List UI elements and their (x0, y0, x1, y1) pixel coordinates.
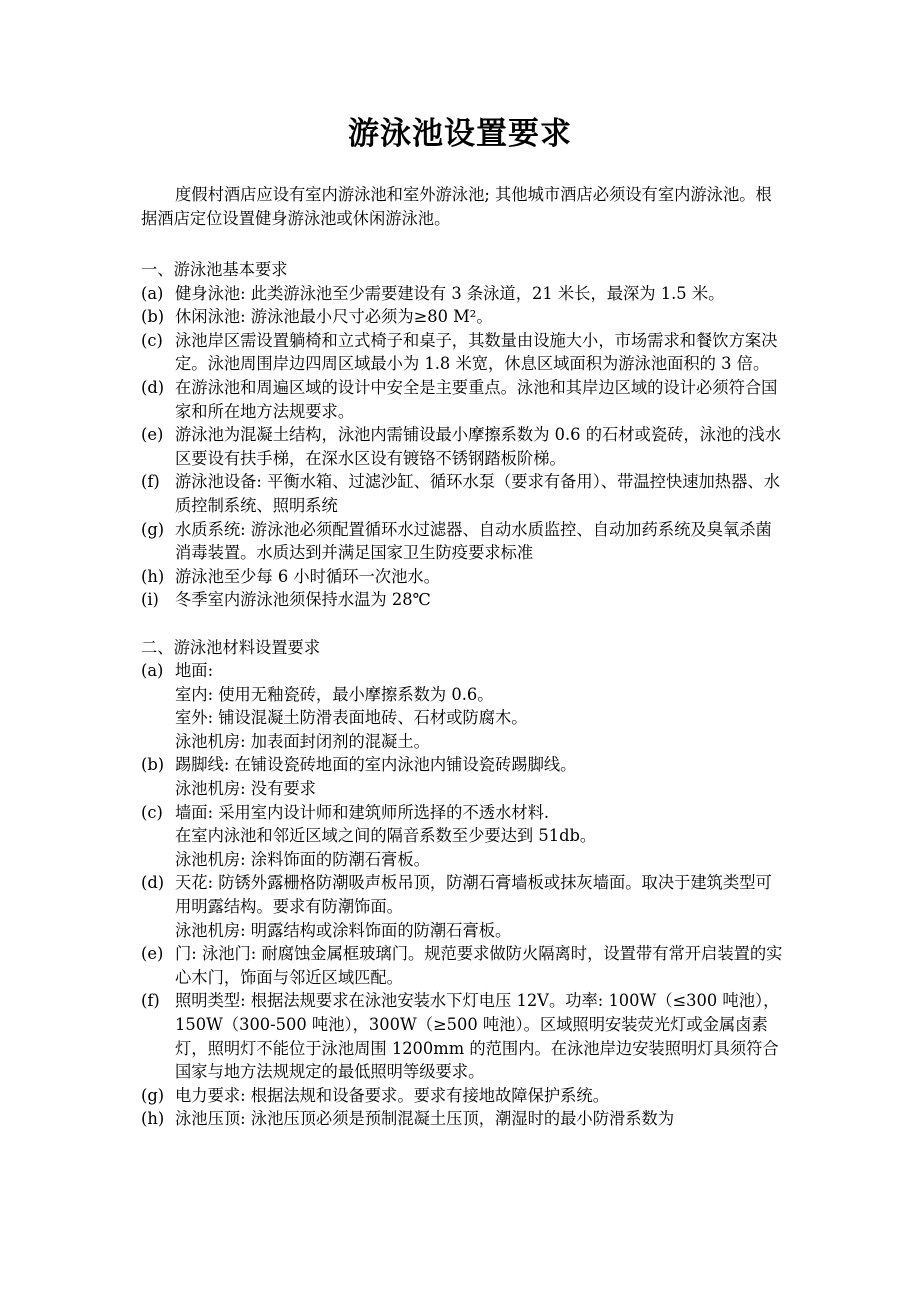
item-marker: (b) (141, 755, 165, 775)
item-marker: (a) (141, 283, 164, 303)
item-marker: (b) (141, 307, 165, 327)
item-marker: (d) (141, 377, 165, 397)
list-item-lighting (141, 989, 786, 1083)
item-text: 游泳池为混凝土结构，泳池内需铺设最小摩擦系数为 0.6 的石材或瓷砖，泳池的浅水区要设有扶手梯，在深水区设有镀铬不锈钢踏板阶梯。 (175, 425, 782, 468)
item-marker: (g) (141, 519, 165, 539)
list-item-floor (141, 659, 786, 683)
list-item (141, 565, 786, 589)
item-text: 泳池岸区需设置躺椅和立式椅子和桌子，其数量由设施大小，市场需求和餐饮方案决定。泳池周围岸边四周区域最小为 1.8 米宽，休息区域面积为游泳池面积的 3 倍。 (175, 330, 778, 374)
item-marker: (h) (141, 566, 165, 586)
item-text: 踢脚线: 在铺设瓷砖地面的室内泳池内铺设瓷砖踢脚线。 (175, 755, 577, 775)
list-item (141, 305, 786, 329)
item-marker: (e) (141, 425, 164, 445)
item-text: 休闲泳池: 游泳池最小尺寸必须为≥80 M²。 (175, 307, 493, 327)
sub-line: 泳池机房: 明露结构或涂料饰面的防潮石膏板。 (175, 920, 512, 940)
item-text: 游泳池至少每 6 小时循环一次池水。 (175, 566, 440, 586)
item-marker: (f) (141, 991, 160, 1011)
list-item (141, 518, 786, 565)
item-marker: (c) (141, 802, 163, 822)
item-text: 门: 泳池门: 耐腐蚀金属框玻璃门。规范要求做防火隔离时，设置带有常开启装置的实心木门，饰面与邻近区域匹配。 (175, 944, 783, 987)
list-item (141, 470, 786, 517)
sub-line: 室外: 铺设混凝土防滑表面地砖、石材或防腐木。 (175, 708, 528, 728)
list-item-power (141, 1084, 786, 1108)
item-text: 健身泳池: 此类游泳池至少需要建设有 3 条泳道，21 米长，最深为 1.5 米。 (175, 283, 725, 303)
item-text: 水质系统: 游泳池必须配置循环水过滤器、自动水质监控、自动加药系统及臭氧杀菌消毒装置。水质达到并满足国家卫生防疫要求标准 (175, 519, 772, 563)
item-marker: (d) (141, 873, 165, 893)
item-text: 地面: (175, 661, 214, 681)
item-marker: (e) (141, 944, 164, 964)
item-text: 天花: 防锈外露栅格防潮吸声板吊顶，防潮石膏墙板或抹灰墙面。取决于建筑类型可用明露结构。要求有防潮饰面。 (175, 873, 772, 917)
list-item (141, 588, 786, 612)
item-marker: (f) (141, 472, 160, 492)
list-item-doors (141, 942, 786, 989)
item-marker: (a) (141, 661, 164, 681)
item-text: 游泳池设备: 平衡水箱、过滤沙缸、循环水泵（要求有备用）、带温控快速加热器、水质控制系统、照明系统 (175, 472, 780, 515)
sub-line: 在室内泳池和邻近区域之间的隔音系数至少要达到 51db。 (175, 826, 597, 846)
list-item (141, 329, 786, 376)
item-marker: (c) (141, 330, 163, 350)
document-body (141, 258, 786, 1131)
sub-line: 泳池机房: 涂料饰面的防潮石膏板。 (175, 849, 430, 869)
sub-line: 泳池机房: 加表面封闭剂的混凝土。 (175, 731, 430, 751)
list-item-skirting (141, 753, 786, 777)
item-marker: (g) (141, 1085, 165, 1105)
item-marker: (i) (141, 590, 159, 610)
sub-line: 泳池机房: 没有要求 (175, 779, 316, 799)
item-text: 在游泳池和周遍区域的设计中安全是主要重点。泳池和其岸边区域的设计必须符合国家和所在地方法规要求。 (175, 377, 778, 421)
item-text: 冬季室内游泳池须保持水温为 28℃ (175, 590, 431, 610)
section-gap (141, 612, 786, 636)
page-title: 游泳池设置要求 (348, 116, 572, 152)
list-item (141, 376, 786, 423)
sub-line: 室内: 使用无釉瓷砖，最小摩擦系数为 0.6。 (175, 684, 494, 704)
item-text: 照明类型: 根据法规要求在泳池安装水下灯电压 12V。功率: 100W（≤300 吨池），150W（300-500 吨池），300W（≥500 吨池）。区域照明安装荧光灯或金属卤素灯，照明灯不能位于泳池周围 1200mm 的范围内。在泳池岸边安装照明灯具须符合国家与地方法规规定的最低照明等级要求。 (175, 991, 780, 1082)
list-item (141, 282, 786, 306)
section-heading: 一、游泳池基本要求 (141, 260, 288, 279)
item-text: 电力要求: 根据法规和设备要求。要求有接地故障保护系统。 (175, 1085, 609, 1105)
section-heading: 二、游泳池材料设置要求 (141, 637, 321, 657)
list-item (141, 423, 786, 470)
item-text: 泳池压顶: 泳池压顶必须是预制混凝土压顶，潮湿时的最小防滑系数为 (175, 1109, 675, 1129)
list-item-walls (141, 801, 786, 825)
item-text: 墙面: 采用室内设计师和建筑师所选择的不透水材料. (175, 802, 550, 822)
intro-paragraph: 度假村酒店应设有室内游泳池和室外游泳池; 其他城市酒店必须设有室内游泳池。根据酒店定位设置健身游泳池或休闲游泳池。 (141, 185, 772, 228)
item-marker: (h) (141, 1109, 165, 1129)
list-item-ceiling (141, 871, 786, 918)
list-item-coping (141, 1107, 786, 1131)
